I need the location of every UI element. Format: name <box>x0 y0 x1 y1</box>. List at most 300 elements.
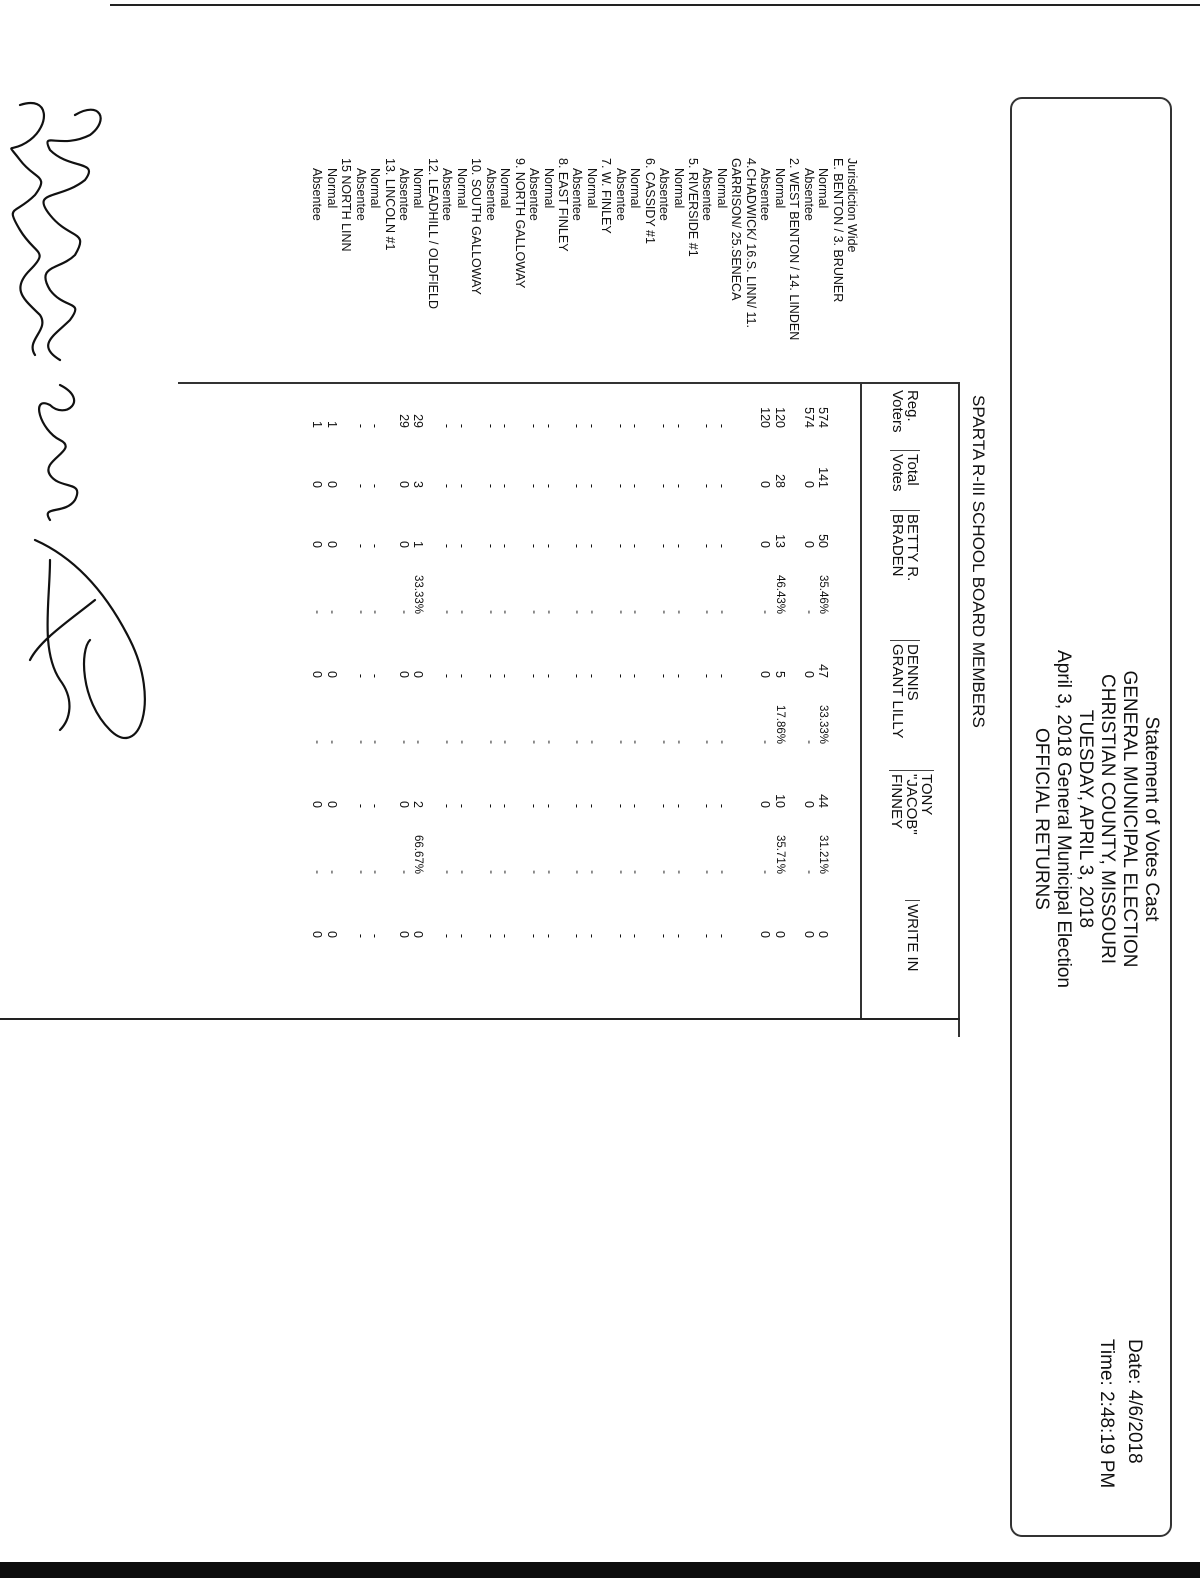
cell-fp: - <box>802 870 815 874</box>
cell-f: - <box>541 803 556 808</box>
cell-l: - <box>527 673 542 678</box>
cell-total: - <box>671 483 686 488</box>
cell-l: - <box>700 673 715 678</box>
table-row <box>715 0 729 1040</box>
row-label: 7. W. FINLEY <box>599 158 614 234</box>
cell-bp: - <box>542 610 555 614</box>
cell-b: - <box>657 543 672 548</box>
cell-reg: 120 <box>758 407 773 428</box>
cell-total: - <box>483 483 498 488</box>
cell-w: - <box>527 933 542 938</box>
table-row <box>773 0 787 1040</box>
cell-b: - <box>440 543 455 548</box>
row-label: Normal <box>541 168 556 209</box>
cell-reg: - <box>570 423 585 428</box>
table-row <box>643 0 657 1040</box>
cell-reg: - <box>700 423 715 428</box>
cell-b: - <box>700 543 715 548</box>
cell-w: - <box>440 933 455 938</box>
row-label: GARRISON/ 25.SENECA <box>729 158 744 301</box>
cell-w: - <box>570 933 585 938</box>
cell-bp: - <box>614 610 627 614</box>
cell-lp: - <box>412 740 425 744</box>
column-header-rule <box>860 382 862 1018</box>
header-line: OFFICIAL RETURNS <box>1031 728 1052 910</box>
cell-f: - <box>527 803 542 808</box>
cell-l: - <box>570 673 585 678</box>
table-row <box>383 0 397 1040</box>
table-row <box>469 0 483 1040</box>
cell-reg: 29 <box>397 414 412 428</box>
table-row <box>339 0 353 1040</box>
cell-total: 0 <box>801 481 816 488</box>
cell-fp: 66.67% <box>412 834 425 874</box>
row-label: Normal <box>671 168 686 209</box>
cell-total: 141 <box>816 467 831 488</box>
cell-w: - <box>700 933 715 938</box>
table-row <box>701 0 715 1040</box>
column-header-write-in: WRITE IN <box>905 900 920 972</box>
cell-total: - <box>440 483 455 488</box>
cell-l: - <box>671 673 686 678</box>
cell-b: - <box>584 543 599 548</box>
cell-bp: - <box>629 610 642 614</box>
column-header-total-votes: Total Votes <box>890 450 920 492</box>
cell-lp: - <box>354 740 367 744</box>
table-row <box>831 0 845 1040</box>
cell-l: - <box>498 673 513 678</box>
contest-title: SPARTA R-III SCHOOL BOARD MEMBERS <box>969 395 988 728</box>
cell-total: - <box>613 483 628 488</box>
table-row <box>527 0 541 1040</box>
cell-fp: - <box>441 870 454 874</box>
table-row <box>845 0 859 1040</box>
cell-l: 0 <box>411 671 426 678</box>
cell-bp: - <box>759 610 772 614</box>
cell-total: - <box>498 483 513 488</box>
row-label: Absentee <box>310 168 325 221</box>
cell-f: 0 <box>397 801 412 808</box>
table-row <box>599 0 613 1040</box>
cell-fp: - <box>629 870 642 874</box>
cell-f: - <box>714 803 729 808</box>
cell-b: - <box>527 543 542 548</box>
cell-total: - <box>353 483 368 488</box>
table-row <box>368 0 382 1040</box>
cell-w: 0 <box>310 931 325 938</box>
cell-f: - <box>613 803 628 808</box>
row-label: Normal <box>772 168 787 209</box>
cell-f: - <box>440 803 455 808</box>
cell-w: - <box>483 933 498 938</box>
cell-l: - <box>483 673 498 678</box>
cell-total: - <box>700 483 715 488</box>
signature-4 <box>30 540 145 738</box>
cell-total: - <box>628 483 643 488</box>
table-row <box>570 0 584 1040</box>
cell-total: 0 <box>324 481 339 488</box>
table-row <box>628 0 642 1040</box>
cell-lp: - <box>658 740 671 744</box>
row-label: Absentee <box>700 168 715 221</box>
table-row <box>744 0 758 1040</box>
cell-bp: 33.33% <box>412 574 425 614</box>
row-label: Absentee <box>527 168 542 221</box>
cell-reg: - <box>584 423 599 428</box>
cell-b: 0 <box>801 541 816 548</box>
cell-reg: - <box>714 423 729 428</box>
cell-f: - <box>483 803 498 808</box>
cell-f: - <box>671 803 686 808</box>
cell-lp: - <box>715 740 728 744</box>
cell-w: 0 <box>801 931 816 938</box>
report-time: Time: 2:48:19 PM <box>1096 1339 1117 1489</box>
cell-reg: - <box>628 423 643 428</box>
table-top-rule <box>958 382 960 1037</box>
cell-fp: - <box>614 870 627 874</box>
row-label: 9. NORTH GALLOWAY <box>512 158 527 289</box>
cell-lp: - <box>499 740 512 744</box>
cell-w: - <box>613 933 628 938</box>
row-label: 2. WEST BENTON / 14. LINDEN <box>787 158 802 341</box>
table-row <box>455 0 469 1040</box>
cell-b: 50 <box>816 534 831 548</box>
table-row <box>672 0 686 1040</box>
cell-b: 0 <box>397 541 412 548</box>
table-row <box>412 0 426 1040</box>
cell-bp: - <box>484 610 497 614</box>
cell-w: - <box>657 933 672 938</box>
cell-f: 2 <box>411 801 426 808</box>
cell-reg: 574 <box>801 407 816 428</box>
row-label: Normal <box>324 168 339 209</box>
cell-l: - <box>657 673 672 678</box>
row-label: 15 NORTH LINN <box>339 158 354 252</box>
cell-f: 44 <box>816 794 831 808</box>
row-label: Absentee <box>483 168 498 221</box>
report-date: Date: 4/6/2018 <box>1124 1339 1145 1464</box>
header-line: Statement of Votes Cast <box>1141 716 1162 922</box>
signature-3 <box>39 385 77 520</box>
cell-lp: - <box>614 740 627 744</box>
cell-f: - <box>368 803 383 808</box>
table-row <box>802 0 816 1040</box>
table-row <box>498 0 512 1040</box>
cell-total: - <box>657 483 672 488</box>
cell-bp: - <box>398 610 411 614</box>
cell-b: - <box>671 543 686 548</box>
table-row <box>585 0 599 1040</box>
column-header-finney: TONY "JACOB" FINNEY <box>889 770 934 835</box>
cell-l: 0 <box>801 671 816 678</box>
header-line: GENERAL MUNICIPAL ELECTION <box>1119 670 1140 968</box>
cell-l: - <box>440 673 455 678</box>
cell-f: 0 <box>310 801 325 808</box>
row-label: Absentee <box>570 168 585 221</box>
cell-b: 0 <box>310 541 325 548</box>
cell-bp: - <box>528 610 541 614</box>
cell-fp: - <box>484 870 497 874</box>
cell-lp: - <box>759 740 772 744</box>
cell-lp: 17.86% <box>773 704 786 744</box>
cell-f: 0 <box>801 801 816 808</box>
cell-b: - <box>483 543 498 548</box>
table-row <box>440 0 454 1040</box>
row-label: Normal <box>454 168 469 209</box>
row-label: Normal <box>714 168 729 209</box>
cell-b: 13 <box>772 534 787 548</box>
cell-fp: - <box>528 870 541 874</box>
cell-total: - <box>368 483 383 488</box>
cell-bp: - <box>571 610 584 614</box>
cell-lp: - <box>369 740 382 744</box>
cell-fp: - <box>325 870 338 874</box>
cell-l: 47 <box>816 664 831 678</box>
cell-w: 0 <box>397 931 412 938</box>
cell-total: - <box>570 483 585 488</box>
table-row <box>614 0 628 1040</box>
row-label: E. BENTON / 3. BRUNER <box>830 158 845 303</box>
cell-lp: - <box>585 740 598 744</box>
cell-f: - <box>570 803 585 808</box>
cell-l: - <box>613 673 628 678</box>
table-row <box>556 0 570 1040</box>
cell-l: - <box>353 673 368 678</box>
table-row <box>354 0 368 1040</box>
row-label: Absentee <box>801 168 816 221</box>
signature-1 <box>43 110 100 360</box>
cell-l: 0 <box>758 671 773 678</box>
row-label: Normal <box>368 168 383 209</box>
cell-f: - <box>584 803 599 808</box>
cell-total: - <box>714 483 729 488</box>
cell-lp: - <box>802 740 815 744</box>
header-line: TUESDAY, APRIL 3, 2018 <box>1075 709 1096 929</box>
cell-reg: 574 <box>816 407 831 428</box>
cell-fp: - <box>398 870 411 874</box>
report-header-box <box>1010 97 1172 1537</box>
table-row <box>426 0 440 1040</box>
cell-bp: - <box>658 610 671 614</box>
cell-b: - <box>353 543 368 548</box>
cell-lp: - <box>629 740 642 744</box>
cell-bp: - <box>455 610 468 614</box>
table-row <box>325 0 339 1040</box>
row-label: Absentee <box>613 168 628 221</box>
cell-f: - <box>657 803 672 808</box>
cell-lp: - <box>701 740 714 744</box>
cell-reg: 1 <box>310 421 325 428</box>
cell-l: - <box>454 673 469 678</box>
cell-l: 0 <box>310 671 325 678</box>
cell-reg: - <box>657 423 672 428</box>
row-label: Jurisdiction Wide <box>845 158 859 253</box>
cell-reg: - <box>541 423 556 428</box>
cell-bp: - <box>441 610 454 614</box>
row-label: Normal <box>628 168 643 209</box>
cell-total: - <box>584 483 599 488</box>
table-row <box>686 0 700 1040</box>
row-label: 10. SOUTH GALLOWAY <box>469 158 484 295</box>
table-row <box>729 0 743 1040</box>
row-label: Absentee <box>353 168 368 221</box>
cell-l: 0 <box>324 671 339 678</box>
header-line: April 3, 2018 General Municipal Election <box>1053 650 1074 988</box>
cell-reg: - <box>613 423 628 428</box>
cell-b: 0 <box>324 541 339 548</box>
cell-bp: - <box>802 610 815 614</box>
cell-bp: - <box>311 610 324 614</box>
column-header-lilly: DENNIS GRANT LILLY <box>890 640 920 738</box>
cell-w: - <box>541 933 556 938</box>
cell-fp: - <box>658 870 671 874</box>
row-label: 6. CASSIDY #1 <box>642 158 657 244</box>
cell-b: 1 <box>411 541 426 548</box>
cell-b: 0 <box>758 541 773 548</box>
table-row <box>657 0 671 1040</box>
cell-l: - <box>584 673 599 678</box>
cell-reg: 120 <box>772 407 787 428</box>
cell-b: - <box>628 543 643 548</box>
cell-f: 0 <box>324 801 339 808</box>
cell-f: - <box>498 803 513 808</box>
row-label: Absentee <box>657 168 672 221</box>
cell-total: - <box>527 483 542 488</box>
cell-w: 0 <box>816 931 831 938</box>
cell-b: - <box>454 543 469 548</box>
row-label: Normal <box>498 168 513 209</box>
cell-bp: - <box>325 610 338 614</box>
cell-lp: - <box>398 740 411 744</box>
cell-total: 28 <box>772 474 787 488</box>
cell-fp: - <box>701 870 714 874</box>
cell-b: - <box>368 543 383 548</box>
column-header-braden: BETTY R. BRADEN <box>890 510 920 581</box>
row-label: Normal <box>816 168 831 209</box>
row-label: Absentee <box>758 168 773 221</box>
row-label: Absentee <box>440 168 455 221</box>
report-date-time <box>1092 1339 1148 1488</box>
cell-b: - <box>613 543 628 548</box>
cell-fp: - <box>759 870 772 874</box>
cell-l: - <box>541 673 556 678</box>
cell-fp: - <box>585 870 598 874</box>
report-header-lines <box>1030 619 1162 1019</box>
cell-reg: 1 <box>324 421 339 428</box>
cell-total: - <box>454 483 469 488</box>
cell-lp: - <box>311 740 324 744</box>
cell-fp: 31.21% <box>817 834 830 874</box>
cell-fp: - <box>311 870 324 874</box>
cell-l: 5 <box>772 671 787 678</box>
cell-w: 0 <box>324 931 339 938</box>
table-row <box>310 0 324 1040</box>
cell-lp: - <box>542 740 555 744</box>
cell-bp: - <box>585 610 598 614</box>
cell-total: 3 <box>411 481 426 488</box>
cell-reg: - <box>368 423 383 428</box>
cell-fp: - <box>499 870 512 874</box>
cell-l: - <box>628 673 643 678</box>
row-label: 4.CHADWICK/ 16.S. LINN/ 11. <box>743 158 758 328</box>
cell-f: - <box>454 803 469 808</box>
cell-w: - <box>671 933 686 938</box>
table-row <box>758 0 772 1040</box>
cell-w: - <box>368 933 383 938</box>
cell-total: 0 <box>397 481 412 488</box>
cell-reg: - <box>353 423 368 428</box>
signature-2 <box>11 103 44 355</box>
table-row <box>484 0 498 1040</box>
cell-bp: 46.43% <box>773 574 786 614</box>
cell-w: 0 <box>411 931 426 938</box>
cell-reg: - <box>498 423 513 428</box>
cell-reg: 29 <box>411 414 426 428</box>
cell-w: - <box>714 933 729 938</box>
column-header-reg-voters: Reg. Voters <box>889 390 921 433</box>
table-row <box>513 0 527 1040</box>
cell-lp: - <box>325 740 338 744</box>
table-row <box>542 0 556 1040</box>
cell-b: - <box>714 543 729 548</box>
row-label: 13. LINCOLN #1 <box>382 158 397 251</box>
cell-fp: 35.71% <box>773 834 786 874</box>
cell-w: 0 <box>758 931 773 938</box>
cell-reg: - <box>527 423 542 428</box>
cell-l: 0 <box>397 671 412 678</box>
cell-lp: - <box>571 740 584 744</box>
cell-bp: - <box>354 610 367 614</box>
row-label: Normal <box>411 168 426 209</box>
cell-total: 0 <box>758 481 773 488</box>
table-row <box>397 0 411 1040</box>
scan-bottom-bar <box>0 1562 1200 1578</box>
row-label: 5. RIVERSIDE #1 <box>686 158 701 257</box>
cell-bp: - <box>701 610 714 614</box>
cell-bp: - <box>499 610 512 614</box>
cell-w: - <box>353 933 368 938</box>
cell-f: 0 <box>758 801 773 808</box>
cell-fp: - <box>542 870 555 874</box>
cell-fp: - <box>369 870 382 874</box>
cell-total: - <box>541 483 556 488</box>
cell-total: 0 <box>310 481 325 488</box>
row-label: 8. EAST FINLEY <box>556 158 570 252</box>
cell-reg: - <box>454 423 469 428</box>
header-line: CHRISTIAN COUNTY, MISSOURI <box>1097 674 1118 964</box>
table-row <box>816 0 830 1040</box>
cell-lp: 33.33% <box>817 704 830 744</box>
cell-reg: - <box>483 423 498 428</box>
cell-bp: - <box>369 610 382 614</box>
cell-reg: - <box>440 423 455 428</box>
cell-lp: - <box>484 740 497 744</box>
cell-w: 0 <box>772 931 787 938</box>
cell-b: - <box>498 543 513 548</box>
row-label: Absentee <box>397 168 412 221</box>
cell-f: 10 <box>772 794 787 808</box>
cell-f: - <box>700 803 715 808</box>
cell-b: - <box>541 543 556 548</box>
cell-l: - <box>368 673 383 678</box>
cell-f: - <box>353 803 368 808</box>
cell-lp: - <box>441 740 454 744</box>
row-label: Normal <box>584 168 599 209</box>
cell-bp: - <box>715 610 728 614</box>
cell-lp: - <box>672 740 685 744</box>
cell-reg: - <box>671 423 686 428</box>
table-row <box>787 0 801 1040</box>
